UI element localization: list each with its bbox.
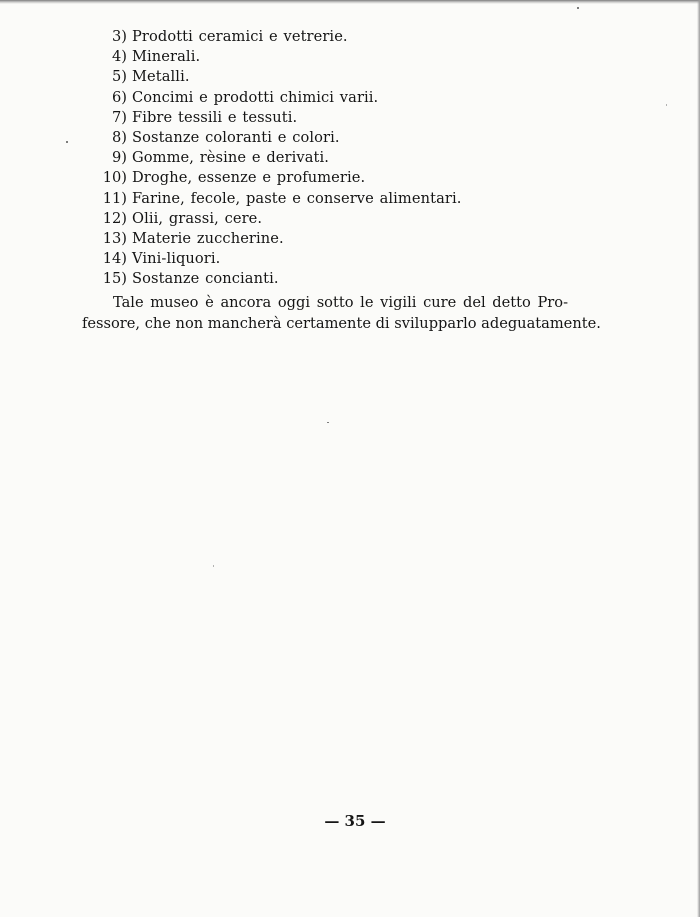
list-item-number: 9) bbox=[112, 149, 127, 167]
list-item bbox=[92, 249, 572, 269]
list-item-number: 14) bbox=[102, 250, 127, 268]
list-item-text: Farine, fecole, paste e conserve alimentari. bbox=[132, 189, 462, 207]
list-item-number: 6) bbox=[112, 88, 127, 106]
list-item bbox=[92, 209, 572, 229]
page-number: — 35 — bbox=[324, 812, 386, 830]
list-item-text: Prodotti ceramici e vetrerie. bbox=[132, 28, 348, 45]
list-item-number: 3) bbox=[112, 28, 127, 45]
closing-paragraph bbox=[82, 292, 601, 334]
list-item-number: 10) bbox=[102, 169, 127, 187]
list-item-text: Olii, grassi, cere. bbox=[132, 209, 263, 227]
list-item-text: Metalli. bbox=[132, 68, 190, 86]
scan-speck bbox=[213, 565, 214, 567]
list-item bbox=[92, 148, 572, 168]
paragraph-line: fessore, che non mancherà certamente di svilupparlo adeguatamente. bbox=[82, 315, 601, 332]
list-item bbox=[92, 27, 572, 47]
list-item-number: 7) bbox=[112, 108, 127, 126]
list-item-text: Materie zuccherine. bbox=[132, 229, 284, 247]
list-item-number: 5) bbox=[112, 68, 127, 86]
list-item bbox=[92, 128, 572, 148]
list-item-text: Minerali. bbox=[132, 48, 201, 66]
list-item bbox=[92, 88, 572, 108]
list-item-text: Gomme, rèsine e derivati. bbox=[132, 149, 329, 167]
list-item-number: 15) bbox=[102, 270, 127, 288]
list-item-number: 11) bbox=[102, 189, 127, 207]
list-item bbox=[92, 189, 572, 209]
list-item bbox=[92, 47, 572, 67]
list-item bbox=[92, 67, 572, 87]
list-item-text: Sostanze concianti. bbox=[132, 270, 279, 288]
list-item-text: Sostanze coloranti e colori. bbox=[132, 128, 340, 146]
list-item-text: Concimi e prodotti chimici varii. bbox=[132, 88, 379, 106]
scan-border-top bbox=[0, 0, 700, 4]
list-item bbox=[92, 168, 572, 188]
scan-speck bbox=[666, 104, 667, 106]
list-item-number: 12) bbox=[102, 209, 127, 227]
list-item bbox=[92, 269, 572, 289]
list-item bbox=[92, 108, 572, 128]
list-item-number: 8) bbox=[112, 128, 127, 146]
category-list bbox=[92, 27, 572, 289]
list-item-number: 4) bbox=[112, 48, 127, 66]
scan-speck bbox=[577, 7, 579, 9]
scan-speck bbox=[327, 422, 329, 423]
list-item-number: 13) bbox=[102, 229, 127, 247]
scan-speck bbox=[66, 141, 68, 143]
list-item bbox=[92, 229, 572, 249]
paragraph-line: Tale museo è ancora oggi sotto le vigili cure del detto Pro- bbox=[113, 294, 568, 311]
list-item-text: Droghe, essenze e profumerie. bbox=[132, 169, 366, 187]
list-item-text: Vini-liquori. bbox=[132, 250, 221, 268]
list-item-text: Fibre tessili e tessuti. bbox=[132, 108, 298, 126]
